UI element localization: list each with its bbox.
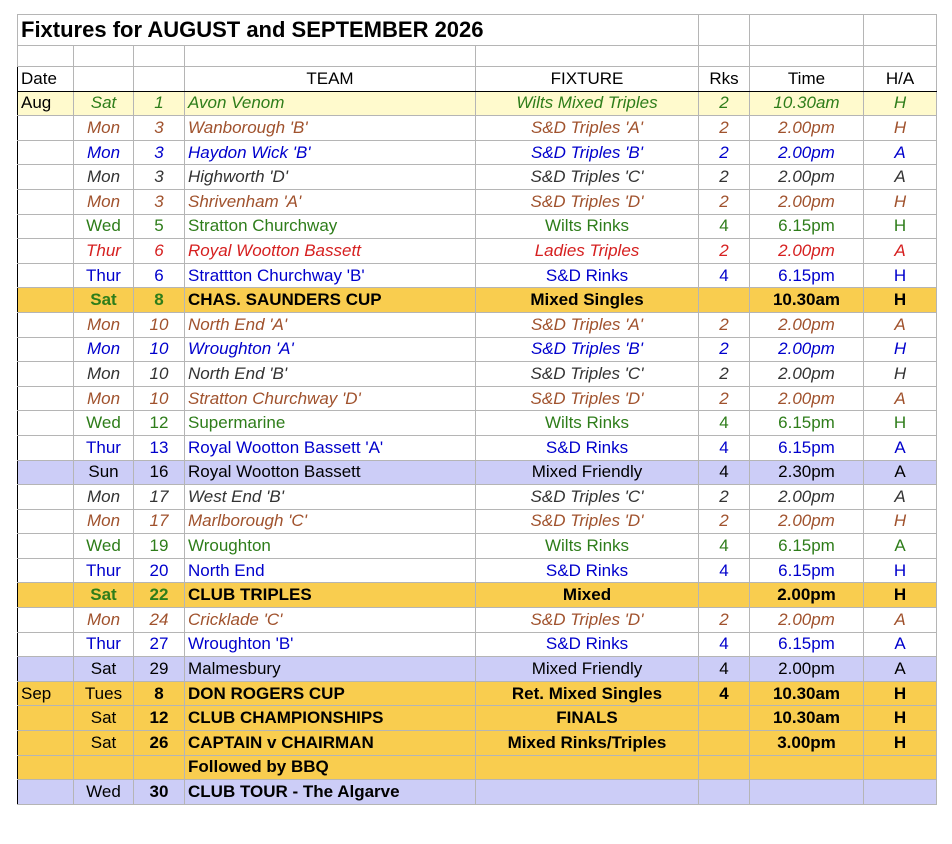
cell-number[interactable]: 3	[134, 165, 185, 190]
cell-day[interactable]: Sat	[74, 706, 134, 731]
cell-rinks[interactable]: 4	[699, 534, 750, 559]
cell-fixture[interactable]: S&D Rinks	[476, 558, 699, 583]
fixture-row	[18, 731, 937, 756]
fixture-row	[18, 558, 937, 583]
fixture-row	[18, 214, 937, 239]
cell-number[interactable]: 10	[134, 312, 185, 337]
cell-rinks[interactable]: 4	[699, 435, 750, 460]
cell-team[interactable]: West End 'B'	[185, 485, 476, 510]
cell-time[interactable]: 2.00pm	[750, 239, 864, 264]
cell-day[interactable]: Mon	[74, 189, 134, 214]
header-date[interactable]: Date	[18, 67, 74, 92]
header-row	[18, 67, 937, 92]
cell-time[interactable]: 2.00pm	[750, 165, 864, 190]
empty-cell[interactable]	[750, 46, 864, 67]
cell-time[interactable]: 2.00pm	[750, 509, 864, 534]
cell-time[interactable]: 10.30am	[750, 288, 864, 313]
cell-number[interactable]: 26	[134, 731, 185, 756]
fixture-row	[18, 312, 937, 337]
cell-fixture[interactable]: Mixed Rinks/Triples	[476, 731, 699, 756]
cell-day[interactable]: Sat	[74, 288, 134, 313]
cell-time[interactable]: 2.30pm	[750, 460, 864, 485]
cell-day[interactable]: Thur	[74, 435, 134, 460]
cell-time[interactable]: 10.30am	[750, 681, 864, 706]
empty-cell[interactable]	[134, 46, 185, 67]
cell-team[interactable]: Wroughton 'A'	[185, 337, 476, 362]
cell-month[interactable]	[18, 755, 74, 780]
cell-team[interactable]: Haydon Wick 'B'	[185, 140, 476, 165]
cell-day[interactable]: Thur	[74, 632, 134, 657]
cell-time[interactable]	[750, 780, 864, 805]
cell-rinks[interactable]: 2	[699, 386, 750, 411]
cell-fixture[interactable]: Mixed	[476, 583, 699, 608]
cell-month[interactable]	[18, 435, 74, 460]
cell-month[interactable]	[18, 189, 74, 214]
cell-time[interactable]: 2.00pm	[750, 386, 864, 411]
cell-time[interactable]: 2.00pm	[750, 583, 864, 608]
cell-team[interactable]: DON ROGERS CUP	[185, 681, 476, 706]
cell-home-away[interactable]: H	[864, 91, 937, 116]
cell-fixture[interactable]: Ret. Mixed Singles	[476, 681, 699, 706]
cell-team[interactable]: Marlborough 'C'	[185, 509, 476, 534]
cell-rinks[interactable]: 2	[699, 116, 750, 141]
cell-day[interactable]: Mon	[74, 140, 134, 165]
cell-rinks[interactable]: 4	[699, 214, 750, 239]
cell-rinks[interactable]: 2	[699, 189, 750, 214]
cell-team[interactable]: Shrivenham 'A'	[185, 189, 476, 214]
cell-day[interactable]: Sat	[74, 91, 134, 116]
cell-rinks[interactable]	[699, 731, 750, 756]
cell-day[interactable]: Thur	[74, 239, 134, 264]
cell-home-away[interactable]: H	[864, 558, 937, 583]
cell-team[interactable]: CHAS. SAUNDERS CUP	[185, 288, 476, 313]
cell-day[interactable]: Sat	[74, 731, 134, 756]
cell-rinks[interactable]: 2	[699, 239, 750, 264]
cell-month[interactable]	[18, 460, 74, 485]
cell-time[interactable]: 3.00pm	[750, 731, 864, 756]
fixtures-sheet	[17, 14, 937, 805]
cell-fixture[interactable]	[476, 780, 699, 805]
cell-time[interactable]: 2.00pm	[750, 189, 864, 214]
cell-time[interactable]: 2.00pm	[750, 362, 864, 387]
cell-number[interactable]: 6	[134, 239, 185, 264]
cell-home-away[interactable]: H	[864, 411, 937, 436]
cell-team[interactable]: CLUB TOUR - The Algarve	[185, 780, 476, 805]
cell-time[interactable]: 2.00pm	[750, 140, 864, 165]
cell-time[interactable]: 2.00pm	[750, 116, 864, 141]
cell-team[interactable]: Followed by BBQ	[185, 755, 476, 780]
title-row	[18, 15, 937, 46]
cell-month[interactable]	[18, 411, 74, 436]
cell-home-away[interactable]: A	[864, 386, 937, 411]
cell-rinks[interactable]: 4	[699, 681, 750, 706]
cell-team[interactable]: Stratton Churchway	[185, 214, 476, 239]
cell-team[interactable]: North End	[185, 558, 476, 583]
cell-home-away[interactable]: H	[864, 189, 937, 214]
cell-day[interactable]: Mon	[74, 312, 134, 337]
cell-month[interactable]	[18, 165, 74, 190]
cell-number[interactable]: 19	[134, 534, 185, 559]
cell-rinks[interactable]: 4	[699, 657, 750, 682]
cell-rinks[interactable]	[699, 706, 750, 731]
cell-time[interactable]: 6.15pm	[750, 534, 864, 559]
cell-number[interactable]: 3	[134, 189, 185, 214]
cell-number[interactable]: 3	[134, 116, 185, 141]
cell-home-away[interactable]: A	[864, 435, 937, 460]
cell-day[interactable]: Mon	[74, 165, 134, 190]
cell-day[interactable]: Wed	[74, 411, 134, 436]
cell-rinks[interactable]: 2	[699, 140, 750, 165]
fixture-row	[18, 706, 937, 731]
cell-team[interactable]: Supermarine	[185, 411, 476, 436]
cell-team[interactable]: Wanborough 'B'	[185, 116, 476, 141]
cell-fixture[interactable]: S&D Triples 'D'	[476, 608, 699, 633]
cell-day[interactable]: Mon	[74, 337, 134, 362]
empty-cell[interactable]	[476, 46, 699, 67]
cell-time[interactable]: 6.15pm	[750, 214, 864, 239]
cell-number[interactable]: 12	[134, 411, 185, 436]
cell-team[interactable]: Royal Wootton Bassett	[185, 239, 476, 264]
cell-rinks[interactable]: 4	[699, 460, 750, 485]
fixture-row	[18, 189, 937, 214]
cell-month[interactable]	[18, 140, 74, 165]
cell-time[interactable]: 6.15pm	[750, 263, 864, 288]
cell-month[interactable]	[18, 362, 74, 387]
cell-number[interactable]: 5	[134, 214, 185, 239]
cell-day[interactable]: Mon	[74, 509, 134, 534]
cell-day[interactable]: Mon	[74, 362, 134, 387]
cell-team[interactable]: Cricklade 'C'	[185, 608, 476, 633]
cell-home-away[interactable]: H	[864, 583, 937, 608]
cell-time[interactable]: 6.15pm	[750, 558, 864, 583]
cell-fixture[interactable]: Mixed Friendly	[476, 460, 699, 485]
cell-number[interactable]: 10	[134, 386, 185, 411]
header-time[interactable]: Time	[750, 67, 864, 92]
empty-cell[interactable]	[864, 15, 937, 46]
cell-month[interactable]	[18, 558, 74, 583]
cell-home-away[interactable]: A	[864, 485, 937, 510]
cell-rinks[interactable]: 2	[699, 485, 750, 510]
cell-rinks[interactable]: 4	[699, 263, 750, 288]
cell-number[interactable]: 12	[134, 706, 185, 731]
fixture-row	[18, 386, 937, 411]
cell-number[interactable]: 17	[134, 485, 185, 510]
cell-rinks[interactable]: 4	[699, 558, 750, 583]
cell-home-away[interactable]: H	[864, 337, 937, 362]
cell-day[interactable]: Mon	[74, 608, 134, 633]
cell-team[interactable]: Wroughton 'B'	[185, 632, 476, 657]
fixture-row	[18, 411, 937, 436]
header-rks[interactable]: Rks	[699, 67, 750, 92]
cell-time[interactable]: 10.30am	[750, 706, 864, 731]
cell-rinks[interactable]: 2	[699, 362, 750, 387]
header-ha[interactable]: H/A	[864, 67, 937, 92]
cell-fixture[interactable]: S&D Triples 'B'	[476, 140, 699, 165]
cell-month[interactable]	[18, 706, 74, 731]
cell-team[interactable]: North End 'B'	[185, 362, 476, 387]
cell-fixture[interactable]: S&D Rinks	[476, 263, 699, 288]
cell-number[interactable]: 17	[134, 509, 185, 534]
header-team[interactable]: TEAM	[185, 67, 476, 92]
cell-rinks[interactable]	[699, 780, 750, 805]
cell-home-away[interactable]: A	[864, 608, 937, 633]
cell-fixture[interactable]: Mixed Friendly	[476, 657, 699, 682]
cell-team[interactable]: Malmesbury	[185, 657, 476, 682]
cell-fixture[interactable]: S&D Triples 'D'	[476, 386, 699, 411]
cell-fixture[interactable]: S&D Triples 'C'	[476, 165, 699, 190]
cell-month[interactable]	[18, 657, 74, 682]
cell-number[interactable]: 13	[134, 435, 185, 460]
cell-day[interactable]: Mon	[74, 485, 134, 510]
cell-day[interactable]: Mon	[74, 386, 134, 411]
cell-fixture[interactable]: FINALS	[476, 706, 699, 731]
cell-team[interactable]: Stratton Churchway 'D'	[185, 386, 476, 411]
cell-time[interactable]: 10.30am	[750, 91, 864, 116]
cell-day[interactable]: Tues	[74, 681, 134, 706]
fixture-row	[18, 362, 937, 387]
sheet-body	[18, 15, 937, 805]
cell-number[interactable]: 22	[134, 583, 185, 608]
fixture-row	[18, 435, 937, 460]
cell-fixture[interactable]: S&D Triples 'B'	[476, 337, 699, 362]
fixture-row	[18, 755, 937, 780]
cell-rinks[interactable]	[699, 755, 750, 780]
cell-time[interactable]: 6.15pm	[750, 411, 864, 436]
cell-rinks[interactable]	[699, 583, 750, 608]
cell-month[interactable]	[18, 288, 74, 313]
cell-number[interactable]: 20	[134, 558, 185, 583]
cell-month[interactable]	[18, 239, 74, 264]
empty-cell[interactable]	[18, 46, 74, 67]
cell-month[interactable]	[18, 263, 74, 288]
cell-home-away[interactable]	[864, 780, 937, 805]
cell-number[interactable]: 16	[134, 460, 185, 485]
cell-rinks[interactable]: 4	[699, 411, 750, 436]
cell-home-away[interactable]: A	[864, 239, 937, 264]
fixture-row	[18, 239, 937, 264]
cell-team[interactable]: Wroughton	[185, 534, 476, 559]
cell-team[interactable]: CAPTAIN v CHAIRMAN	[185, 731, 476, 756]
cell-team[interactable]: CLUB CHAMPIONSHIPS	[185, 706, 476, 731]
cell-fixture[interactable]: Mixed Singles	[476, 288, 699, 313]
cell-month[interactable]	[18, 386, 74, 411]
cell-home-away[interactable]: H	[864, 288, 937, 313]
cell-day[interactable]: Wed	[74, 214, 134, 239]
cell-month[interactable]	[18, 534, 74, 559]
blank-row	[18, 46, 937, 67]
fixture-row	[18, 632, 937, 657]
cell-team[interactable]: Royal Wootton Bassett	[185, 460, 476, 485]
cell-day[interactable]: Sun	[74, 460, 134, 485]
cell-month[interactable]	[18, 632, 74, 657]
cell-month[interactable]	[18, 509, 74, 534]
cell-team[interactable]: CLUB TRIPLES	[185, 583, 476, 608]
cell-number[interactable]: 27	[134, 632, 185, 657]
cell-fixture[interactable]: S&D Rinks	[476, 632, 699, 657]
cell-fixture[interactable]	[476, 755, 699, 780]
empty-cell[interactable]	[699, 46, 750, 67]
cell-month[interactable]	[18, 116, 74, 141]
cell-home-away[interactable]: H	[864, 681, 937, 706]
cell-team[interactable]: Royal Wootton Bassett 'A'	[185, 435, 476, 460]
cell-day[interactable]	[74, 755, 134, 780]
cell-team[interactable]: North End 'A'	[185, 312, 476, 337]
cell-day[interactable]: Sat	[74, 657, 134, 682]
fixture-row	[18, 534, 937, 559]
cell-fixture[interactable]: S&D Rinks	[476, 435, 699, 460]
empty-cell[interactable]	[185, 46, 476, 67]
fixture-row	[18, 681, 937, 706]
cell-month[interactable]	[18, 583, 74, 608]
cell-time[interactable]: 6.15pm	[750, 632, 864, 657]
cell-rinks[interactable]: 2	[699, 608, 750, 633]
cell-time[interactable]	[750, 755, 864, 780]
cell-month[interactable]	[18, 731, 74, 756]
cell-month[interactable]	[18, 214, 74, 239]
fixture-row	[18, 657, 937, 682]
cell-team[interactable]: Highworth 'D'	[185, 165, 476, 190]
cell-time[interactable]: 6.15pm	[750, 435, 864, 460]
cell-team[interactable]: Strattton Churchway 'B'	[185, 263, 476, 288]
cell-number[interactable]: 24	[134, 608, 185, 633]
fixture-row	[18, 140, 937, 165]
cell-time[interactable]: 2.00pm	[750, 337, 864, 362]
header-day[interactable]	[74, 67, 134, 92]
cell-rinks[interactable]: 2	[699, 509, 750, 534]
cell-number[interactable]: 8	[134, 681, 185, 706]
cell-number[interactable]: 6	[134, 263, 185, 288]
cell-home-away[interactable]: A	[864, 657, 937, 682]
cell-time[interactable]: 2.00pm	[750, 485, 864, 510]
fixture-row	[18, 91, 937, 116]
cell-rinks[interactable]: 2	[699, 165, 750, 190]
cell-number[interactable]: 10	[134, 337, 185, 362]
empty-cell[interactable]	[864, 46, 937, 67]
cell-home-away[interactable]: A	[864, 460, 937, 485]
cell-fixture[interactable]: Wilts Rinks	[476, 411, 699, 436]
fixture-row	[18, 165, 937, 190]
cell-month[interactable]	[18, 608, 74, 633]
fixture-row	[18, 460, 937, 485]
cell-month[interactable]	[18, 485, 74, 510]
cell-day[interactable]: Sat	[74, 583, 134, 608]
cell-day[interactable]: Wed	[74, 534, 134, 559]
cell-rinks[interactable]: 2	[699, 312, 750, 337]
cell-home-away[interactable]: H	[864, 116, 937, 141]
cell-day[interactable]: Thur	[74, 558, 134, 583]
cell-team[interactable]: Avon Venom	[185, 91, 476, 116]
cell-fixture[interactable]: S&D Triples 'C'	[476, 485, 699, 510]
cell-home-away[interactable]	[864, 755, 937, 780]
cell-month[interactable]	[18, 312, 74, 337]
cell-home-away[interactable]: A	[864, 140, 937, 165]
cell-rinks[interactable]	[699, 288, 750, 313]
cell-number[interactable]: 29	[134, 657, 185, 682]
cell-home-away[interactable]: A	[864, 312, 937, 337]
page-title: Fixtures for AUGUST and SEPTEMBER 2026	[18, 15, 699, 46]
cell-number[interactable]: 3	[134, 140, 185, 165]
cell-rinks[interactable]: 2	[699, 337, 750, 362]
cell-month[interactable]: Sep	[18, 681, 74, 706]
cell-fixture[interactable]: S&D Triples 'D'	[476, 509, 699, 534]
fixture-row	[18, 288, 937, 313]
cell-home-away[interactable]: H	[864, 509, 937, 534]
cell-home-away[interactable]: H	[864, 263, 937, 288]
cell-day[interactable]: Mon	[74, 116, 134, 141]
cell-month[interactable]	[18, 780, 74, 805]
fixture-row	[18, 263, 937, 288]
empty-cell[interactable]	[699, 15, 750, 46]
cell-time[interactable]: 2.00pm	[750, 657, 864, 682]
fixture-row	[18, 509, 937, 534]
cell-fixture[interactable]: Wilts Rinks	[476, 534, 699, 559]
header-num[interactable]	[134, 67, 185, 92]
header-fixture[interactable]: FIXTURE	[476, 67, 699, 92]
cell-month[interactable]: Aug	[18, 91, 74, 116]
cell-fixture[interactable]: S&D Triples 'D'	[476, 189, 699, 214]
fixture-row	[18, 608, 937, 633]
cell-number[interactable]: 30	[134, 780, 185, 805]
fixture-row	[18, 337, 937, 362]
cell-home-away[interactable]: H	[864, 706, 937, 731]
cell-number[interactable]: 8	[134, 288, 185, 313]
fixture-row	[18, 583, 937, 608]
cell-home-away[interactable]: A	[864, 534, 937, 559]
cell-home-away[interactable]: H	[864, 362, 937, 387]
cell-day[interactable]: Thur	[74, 263, 134, 288]
empty-cell[interactable]	[74, 46, 134, 67]
cell-day[interactable]: Wed	[74, 780, 134, 805]
cell-home-away[interactable]: A	[864, 632, 937, 657]
cell-month[interactable]	[18, 337, 74, 362]
cell-home-away[interactable]: H	[864, 731, 937, 756]
cell-fixture[interactable]: S&D Triples 'A'	[476, 312, 699, 337]
cell-number[interactable]: 10	[134, 362, 185, 387]
cell-time[interactable]: 2.00pm	[750, 608, 864, 633]
empty-cell[interactable]	[750, 15, 864, 46]
cell-rinks[interactable]: 4	[699, 632, 750, 657]
cell-home-away[interactable]: H	[864, 214, 937, 239]
cell-fixture[interactable]: S&D Triples 'A'	[476, 116, 699, 141]
fixture-row	[18, 485, 937, 510]
cell-rinks[interactable]: 2	[699, 91, 750, 116]
cell-fixture[interactable]: Wilts Rinks	[476, 214, 699, 239]
cell-number[interactable]: 1	[134, 91, 185, 116]
fixture-row	[18, 116, 937, 141]
cell-fixture[interactable]: S&D Triples 'C'	[476, 362, 699, 387]
fixture-row	[18, 780, 937, 805]
cell-fixture[interactable]: Wilts Mixed Triples	[476, 91, 699, 116]
cell-time[interactable]: 2.00pm	[750, 312, 864, 337]
cell-home-away[interactable]: A	[864, 165, 937, 190]
cell-fixture[interactable]: Ladies Triples	[476, 239, 699, 264]
cell-number[interactable]	[134, 755, 185, 780]
